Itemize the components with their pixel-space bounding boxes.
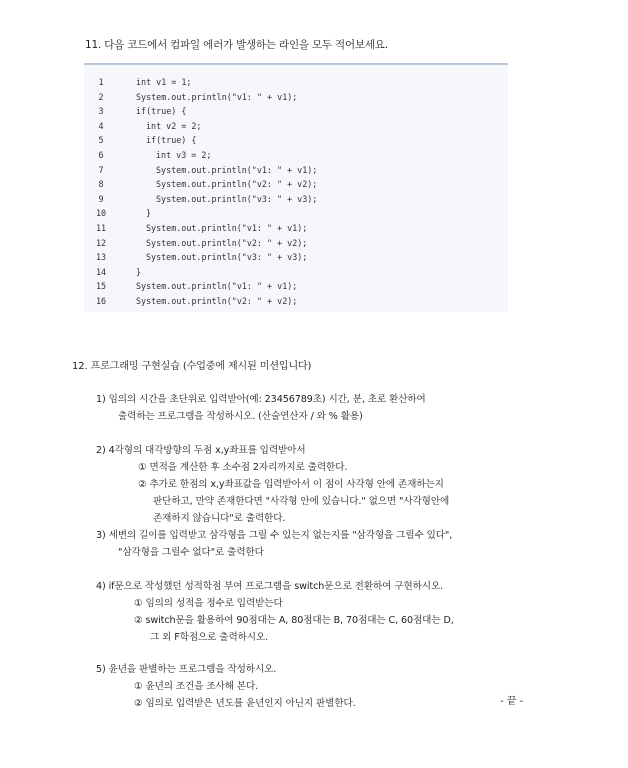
line-number: 7 bbox=[98, 164, 104, 175]
task-line: 존재하지 않습니다"로 출력한다. bbox=[153, 513, 286, 524]
task-line: 그 외 F학점으로 출력하시오. bbox=[150, 632, 269, 643]
question-12-title: 12. 프로그래밍 구현실습 (수업중에 제시된 미션입니다) bbox=[72, 361, 312, 372]
code-line: System.out.println("v3: " + v3); bbox=[146, 252, 308, 263]
code-line: System.out.println("v3: " + v3); bbox=[156, 193, 318, 204]
code-line: } bbox=[146, 208, 152, 219]
line-number: 8 bbox=[98, 179, 104, 190]
code-line: if(true) { bbox=[136, 106, 187, 117]
line-number: 12 bbox=[95, 237, 107, 248]
line-number: 14 bbox=[95, 266, 107, 277]
code-block bbox=[84, 63, 508, 312]
task-line: ① 임의의 성적을 정수로 입력받는다 bbox=[134, 598, 283, 609]
task-line: 1) 임의의 시간을 초단위로 입력받아(예: 23456789초) 시간, 분, 초로 환산하여 bbox=[96, 394, 426, 405]
code-line: System.out.println("v2: " + v2); bbox=[156, 179, 318, 190]
line-number: 2 bbox=[98, 91, 104, 102]
line-number: 5 bbox=[98, 135, 104, 146]
task-line: ② 임의로 입력받은 년도를 윤년인지 아닌지 판별한다. bbox=[134, 698, 356, 709]
task-line: ② 추가로 한점의 x,y좌표값을 입력받아서 이 점이 사각형 안에 존재하는지 bbox=[138, 479, 444, 490]
line-number: 4 bbox=[98, 120, 104, 131]
task-line: ② switch문을 활용하여 90점대는 A, 80점대는 B, 70점대는 C, 60점대는 D, bbox=[134, 615, 454, 626]
task-line: 3) 세변의 길이를 입력받고 삼각형을 그릴 수 있는지 없는지를 "삼각형을 그릴수 있다", bbox=[96, 530, 453, 541]
task-line: ① 면적을 계산한 후 소수점 2자리까지로 출력한다. bbox=[138, 462, 348, 473]
line-number: 16 bbox=[95, 295, 107, 306]
code-line: System.out.println("v2: " + v2); bbox=[146, 237, 308, 248]
line-number: 3 bbox=[98, 106, 104, 117]
line-number: 11 bbox=[95, 222, 107, 233]
question-11-title: 11. 다음 코드에서 컴파일 에러가 발생하는 라인을 모두 적어보세요. bbox=[85, 39, 388, 51]
code-line: int v3 = 2; bbox=[156, 149, 212, 160]
line-number-column bbox=[84, 75, 118, 309]
code-line: System.out.println("v1: " + v1); bbox=[146, 222, 308, 233]
end-mark: - 끝 - bbox=[500, 696, 524, 707]
code-line: System.out.println("v2: " + v2); bbox=[136, 295, 298, 306]
task-line: "삼각형을 그릴수 없다"로 출력한다 bbox=[118, 547, 264, 558]
code-text-column bbox=[136, 75, 317, 309]
line-number: 6 bbox=[98, 149, 104, 160]
task-line: ① 윤년의 조건을 조사해 본다. bbox=[134, 681, 259, 692]
code-line: int v1 = 1; bbox=[136, 77, 192, 87]
code-line: } bbox=[136, 266, 142, 277]
line-number: 15 bbox=[95, 281, 107, 292]
code-line: System.out.println("v1: " + v1); bbox=[136, 91, 298, 102]
line-number: 1 bbox=[98, 77, 104, 87]
task-line: 출력하는 프로그램을 작성하시오. (산술연산자 / 와 % 활용) bbox=[118, 411, 363, 422]
code-line: int v2 = 2; bbox=[146, 120, 202, 131]
line-number: 10 bbox=[95, 208, 107, 219]
line-number: 9 bbox=[98, 193, 104, 204]
task-line: 5) 윤년을 판별하는 프로그램을 작성하시오. bbox=[96, 664, 277, 675]
task-line: 판단하고, 만약 존재한다면 "사각형 안에 있습니다." 없으면 "사각형안에 bbox=[153, 496, 450, 507]
task-line: 2) 4각형의 대각방향의 두점 x,y좌표를 입력받아서 bbox=[96, 445, 306, 456]
line-number: 13 bbox=[95, 252, 107, 263]
code-line: System.out.println("v1: " + v1); bbox=[136, 281, 298, 292]
code-line: System.out.println("v1: " + v1); bbox=[156, 164, 318, 175]
code-line: if(true) { bbox=[146, 135, 197, 146]
task-line: 4) if문으로 작성했던 성적학점 부여 프로그램을 switch문으로 전환하여 구현하시오. bbox=[96, 581, 444, 592]
